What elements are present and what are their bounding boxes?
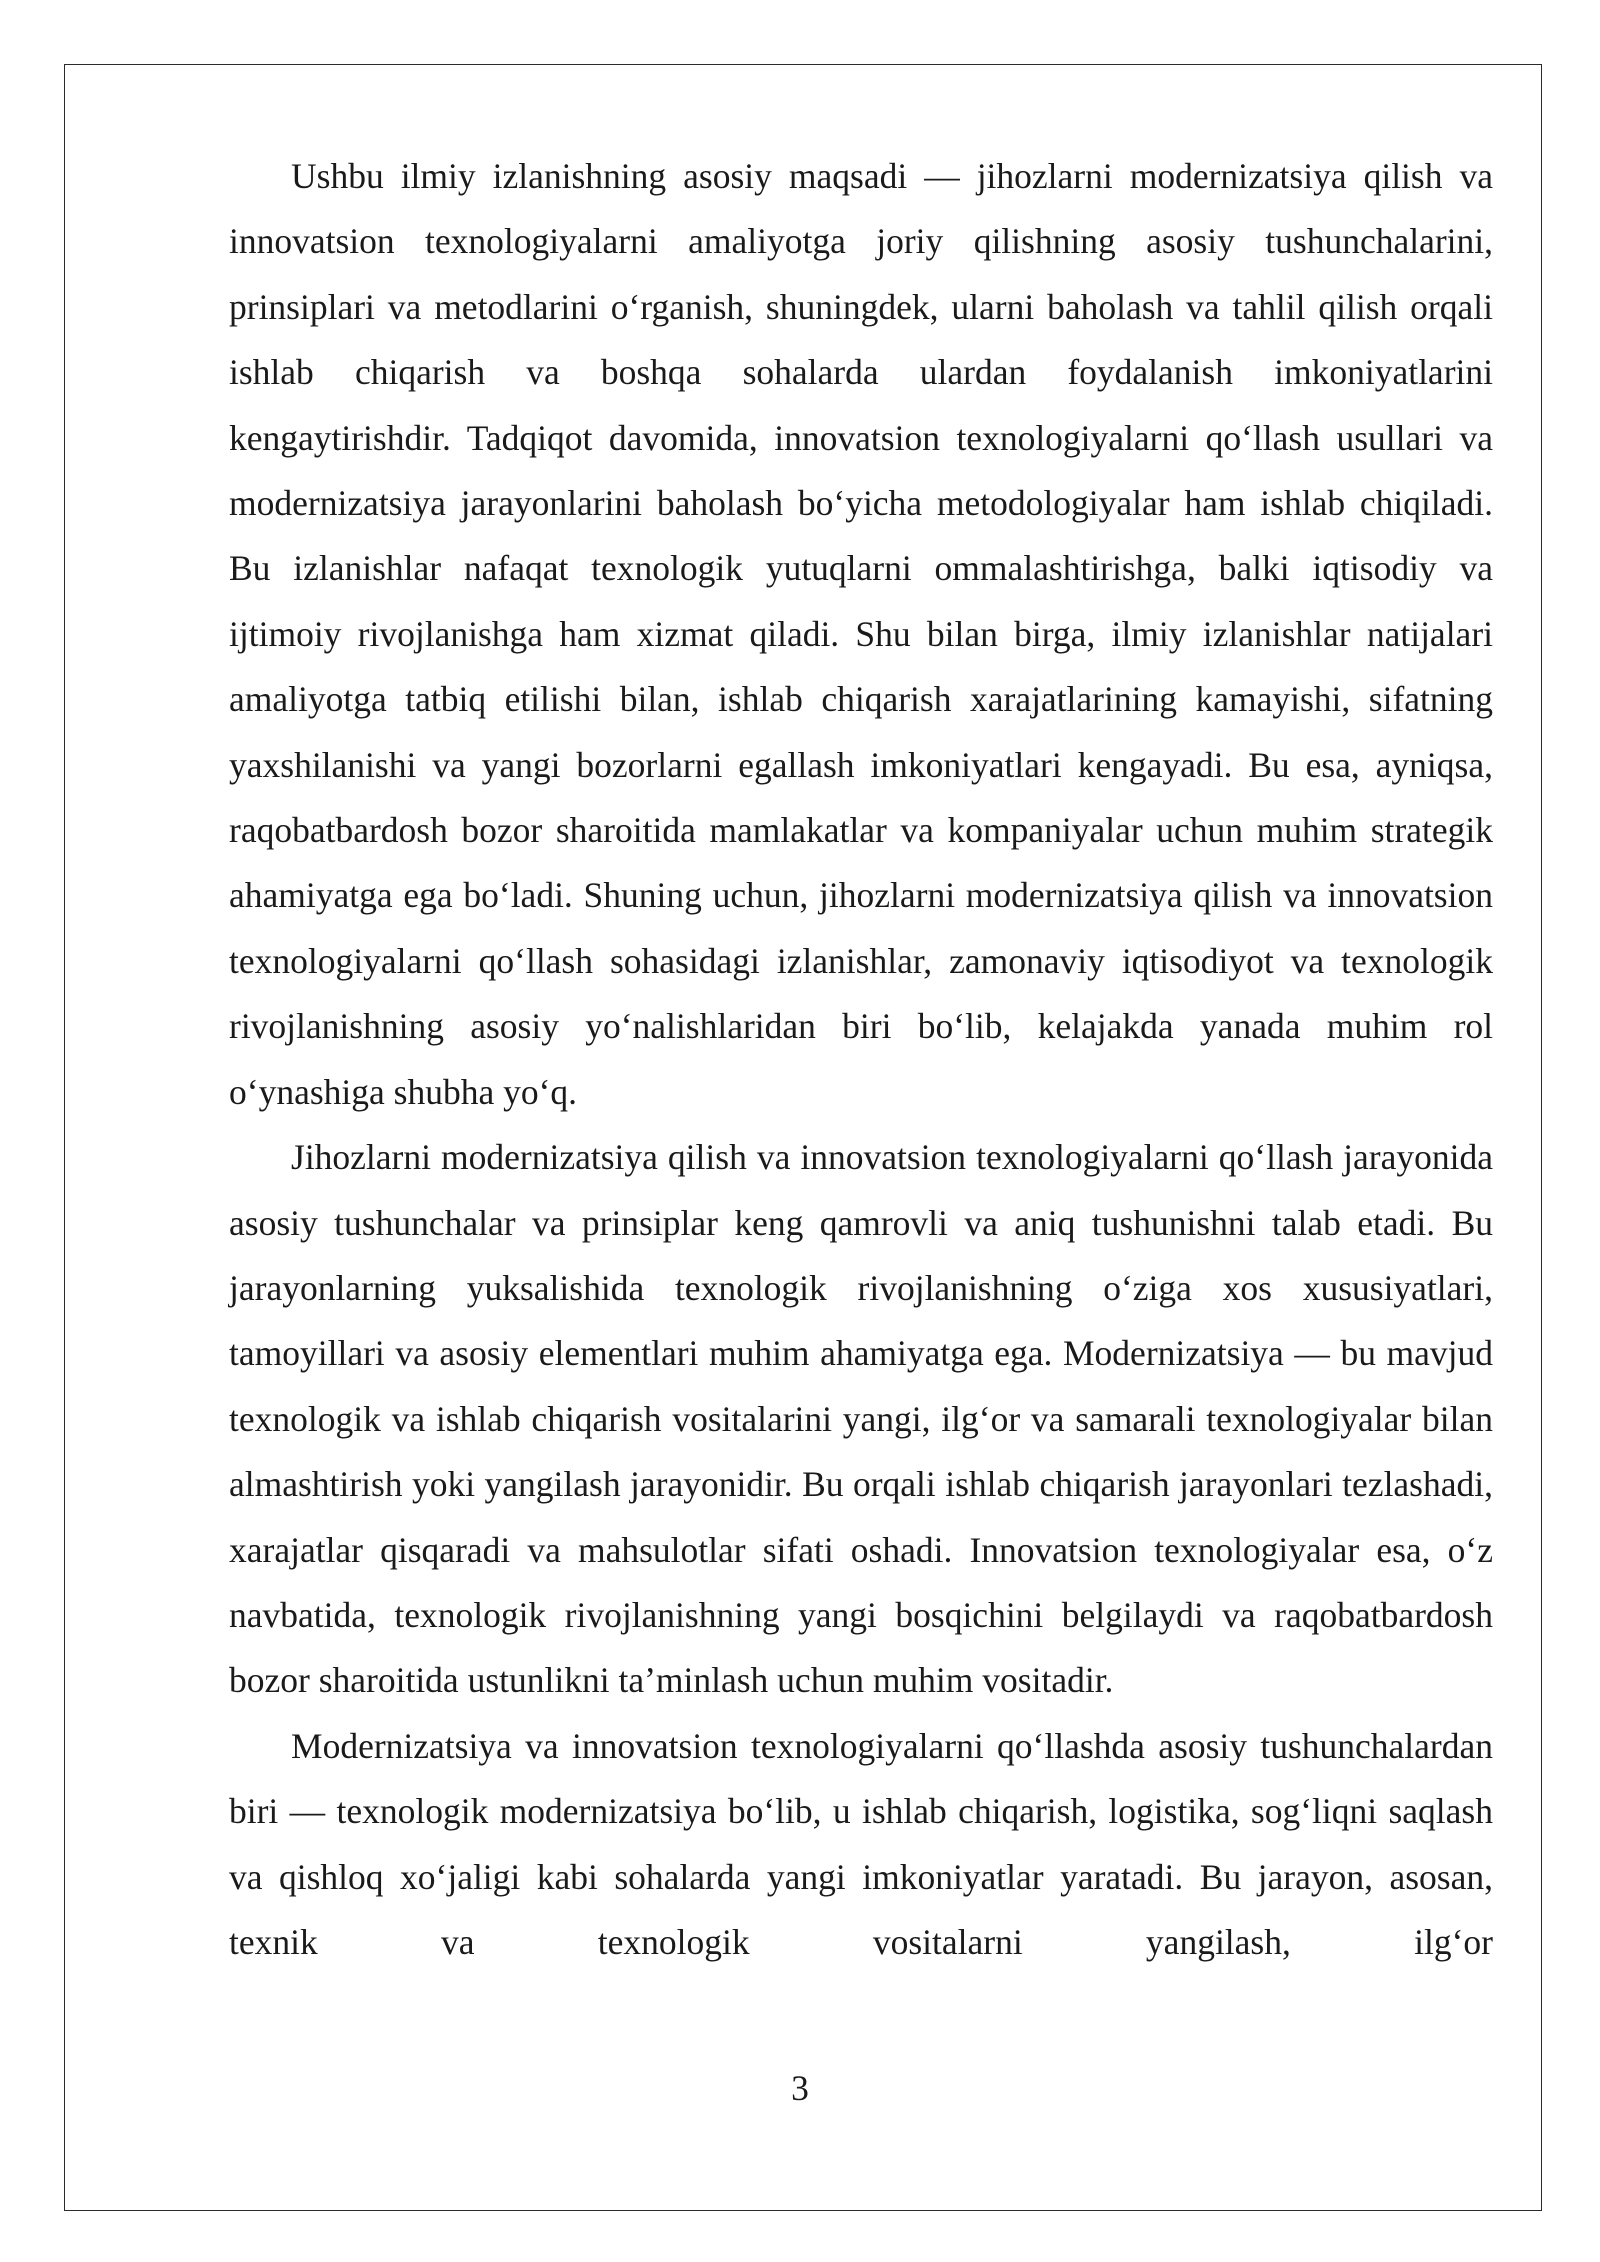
paragraph-1: Ushbu ilmiy izlanishning asosiy maqsadi — jihozlarni modernizatsiya qilish va innovatsion texnologiyalarni amaliyotga joriy qilishning asosiy tushunchalarini, prinsiplari va metodlarini oʻrganish, shuningdek, ularni baholash va tahlil qilish orqali ishlab chiqarish va boshqa sohalarda ulardan foydalanish imkoniyatlarini kengaytirishdir. Tadqiqot davomida, innovatsion texnologiyalarni qoʻllash usullari va modernizatsiya jarayonlarini baholash boʻyicha metodologiyalar ham ishlab chiqiladi. Bu izlanishlar nafaqat texnologik yutuqlarni ommalashtirishga, balki iqtisodiy va ijtimoiy rivojlanishga ham xizmat qiladi. Shu bilan birga, ilmiy izlanishlar natijalari amaliyotga tatbiq etilishi bilan, ishlab chiqarish xarajatlarining kamayishi, sifatning yaxshilanishi va yangi bozorlarni egallash imkoniyatlari kengayadi. Bu esa, ayniqsa, raqobatbardosh bozor sharoitida mamlakatlar va kompaniyalar uchun muhim strategik ahamiyatga ega boʻladi. Shuning uchun, jihozlarni modernizatsiya qilish va innovatsion texnologiyalarni qoʻllash sohasidagi izlanishlar, zamonaviy iqtisodiyot va texnologik rivojlanishning asosiy yoʻnalishlaridan biri boʻlib, kelajakda yanada muhim rol oʻynashiga shubha yoʻq.: [229, 156, 1493, 1112]
document-body: [229, 144, 1493, 1975]
paragraph-2: Jihozlarni modernizatsiya qilish va innovatsion texnologiyalarni qoʻllash jarayonida asosiy tushunchalar va prinsiplar keng qamrovli va aniq tushunishni talab etadi. Bu jarayonlarning yuksalishida texnologik rivojlanishning oʻziga xos xususiyatlari, tamoyillari va asosiy elementlari muhim ahamiyatga ega. Modernizatsiya — bu mavjud texnologik va ishlab chiqarish vositalarini yangi, ilgʻor va samarali texnologiyalar bilan almashtirish yoki yangilash jarayonidir. Bu orqali ishlab chiqarish jarayonlari tezlashadi, xarajatlar qisqaradi va mahsulotlar sifati oshadi. Innovatsion texnologiyalar esa, oʻz navbatida, texnologik rivojlanishning yangi bosqichini belgilaydi va raqobatbardosh bozor sharoitida ustunlikni taʼminlash uchun muhim vositadir.: [229, 1137, 1493, 1701]
paragraph-3: Modernizatsiya va innovatsion texnologiyalarni qoʻllashda asosiy tushunchalardan biri — texnologik modernizatsiya boʻlib, u ishlab chiqarish, logistika, sogʻliqni saqlash va qishloq xoʻjaligi kabi sohalarda yangi imkoniyatlar yaratadi. Bu jarayon, asosan, texnik va texnologik vositalarni yangilash, ilgʻor: [229, 1725, 1493, 1962]
page-number: 3: [791, 2068, 809, 2108]
